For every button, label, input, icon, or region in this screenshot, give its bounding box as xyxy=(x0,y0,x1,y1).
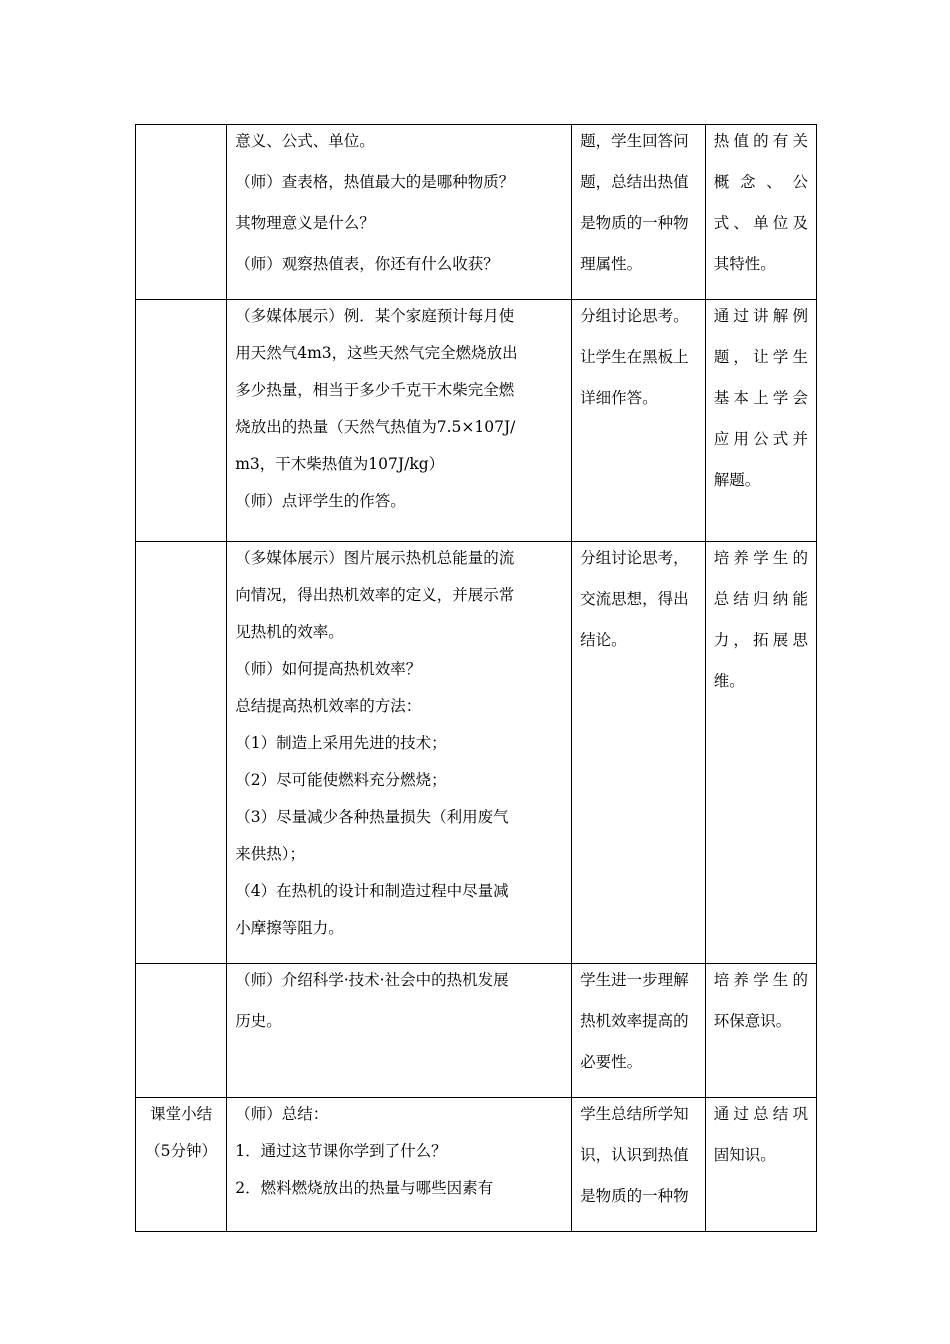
student-line: 理属性。 xyxy=(580,255,643,273)
content-line: 烧放出的热量（天然气热值为7.5×107J/ xyxy=(235,418,516,436)
content-line: （师）如何提高热机效率？ xyxy=(235,660,422,678)
student-activity-cell xyxy=(572,964,706,1098)
content-line: （师）查表格，热值最大的是哪种物质？ xyxy=(235,173,515,191)
intent-line: 热值的有关 xyxy=(713,132,808,150)
intent-line: 概 念 、 公 xyxy=(713,173,808,191)
stage-cell xyxy=(136,125,227,300)
content-line: 总结提高热机效率的方法： xyxy=(235,697,422,715)
student-line: 让学生在黑板上 xyxy=(580,348,689,366)
content-line: （3）尽量减少各种热量损失（利用废气 xyxy=(235,808,509,826)
table-row xyxy=(136,300,817,542)
design-intent-cell xyxy=(705,1098,816,1232)
content-line: 用天然气4m3，这些天然气完全燃烧放出 xyxy=(235,344,518,362)
table-row xyxy=(136,125,817,300)
student-line: 分组讨论思考。 xyxy=(580,307,689,325)
intent-line: 通过讲解例 xyxy=(713,307,808,325)
intent-line: 培养学生的 xyxy=(713,971,808,989)
intent-line: 培养学生的 xyxy=(713,549,808,567)
content-line: （2）尽可能使燃料充分燃烧； xyxy=(235,771,447,789)
student-line: 热机效率提高的 xyxy=(580,1012,689,1030)
content-line: （师）介绍科学·技术·社会中的热机发展 xyxy=(235,971,509,989)
design-intent-cell xyxy=(705,300,816,542)
content-cell xyxy=(227,125,572,300)
student-line: 交流思想，得出 xyxy=(580,590,689,608)
intent-line: 应用公式并 xyxy=(713,430,808,448)
student-activity-cell xyxy=(572,542,706,964)
intent-line: 题，让学生 xyxy=(713,348,808,366)
design-intent-cell xyxy=(705,542,816,964)
content-line: （师）总结： xyxy=(235,1105,329,1123)
stage-cell xyxy=(136,300,227,542)
content-cell xyxy=(227,542,572,964)
content-cell xyxy=(227,964,572,1098)
content-cell xyxy=(227,1098,572,1232)
content-cell xyxy=(227,300,572,542)
stage-cell xyxy=(136,964,227,1098)
student-line: 学生总结所学知 xyxy=(580,1105,689,1123)
student-line: 结论。 xyxy=(580,631,627,649)
intent-line: 力，拓展思 xyxy=(713,631,808,649)
content-line: （4）在热机的设计和制造过程中尽量减 xyxy=(235,882,509,900)
content-line: （师）点评学生的作答。 xyxy=(235,492,406,510)
intent-line: 环保意识。 xyxy=(713,1012,792,1030)
student-line: 题，学生回答问 xyxy=(580,132,689,150)
design-intent-cell xyxy=(705,125,816,300)
stage-cell xyxy=(136,542,227,964)
content-line: （1）制造上采用先进的技术； xyxy=(235,734,447,752)
student-line: 识，认识到热值 xyxy=(580,1146,689,1164)
student-activity-cell xyxy=(572,1098,706,1232)
content-line: （师）观察热值表，你还有什么收获？ xyxy=(235,255,499,273)
stage-duration: （5分钟） xyxy=(145,1142,218,1160)
intent-line: 通过总结巩 xyxy=(713,1105,808,1123)
intent-line: 式、单位及 xyxy=(713,214,808,232)
content-line: 见热机的效率。 xyxy=(235,623,344,641)
content-line: 来供热）； xyxy=(235,845,305,863)
content-line: 其物理意义是什么？ xyxy=(235,214,375,232)
student-line: 题，总结出热值 xyxy=(580,173,689,191)
student-activity-cell xyxy=(572,300,706,542)
content-line: 1．通过这节课你学到了什么？ xyxy=(235,1142,447,1160)
table-row xyxy=(136,964,817,1098)
intent-line: 其特性。 xyxy=(713,255,776,273)
content-line: 向情况，得出热机效率的定义，并展示常 xyxy=(235,586,515,604)
student-line: 是物质的一种物 xyxy=(580,1187,689,1205)
stage-cell xyxy=(136,1098,227,1232)
intent-line: 固知识。 xyxy=(713,1146,776,1164)
content-line: （多媒体展示）图片展示热机总能量的流 xyxy=(235,549,515,567)
table-row xyxy=(136,1098,817,1232)
content-line: 历史。 xyxy=(235,1012,282,1030)
student-line: 详细作答。 xyxy=(580,389,658,407)
content-line: 小摩擦等阻力。 xyxy=(235,919,344,937)
student-line: 是物质的一种物 xyxy=(580,214,689,232)
intent-line: 维。 xyxy=(713,672,745,690)
content-line: 多少热量，相当于多少千克干木柴完全燃 xyxy=(235,381,515,399)
lesson-plan-table xyxy=(135,124,817,1232)
student-line: 分组讨论思考， xyxy=(580,549,689,567)
content-line: 2．燃料燃烧放出的热量与哪些因素有 xyxy=(235,1179,494,1197)
student-line: 学生进一步理解 xyxy=(580,971,689,989)
content-line: （多媒体展示）例．某个家庭预计每月使 xyxy=(235,307,515,325)
content-line: m3，干木柴热值为107J/kg） xyxy=(235,455,445,473)
intent-line: 总结归纳能 xyxy=(713,590,808,608)
table-row xyxy=(136,542,817,964)
student-line: 必要性。 xyxy=(580,1053,643,1071)
design-intent-cell xyxy=(705,964,816,1098)
stage-label: 课堂小结 xyxy=(150,1105,213,1123)
student-activity-cell xyxy=(572,125,706,300)
intent-line: 解题。 xyxy=(713,471,761,489)
intent-line: 基本上学会 xyxy=(713,389,808,407)
content-line: 意义、公式、单位。 xyxy=(235,132,375,150)
